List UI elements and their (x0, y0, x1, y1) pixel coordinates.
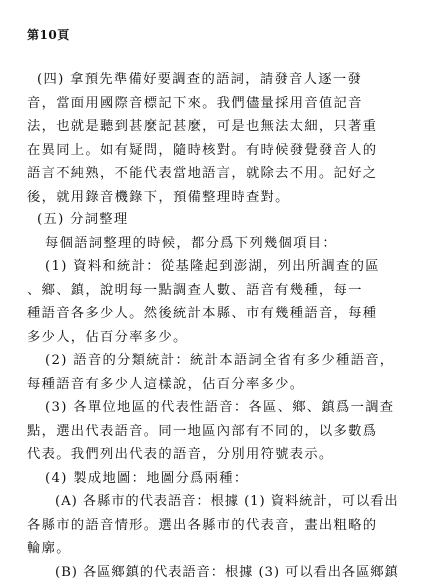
text-line: 每個語詞整理的時候，都分爲下列幾個項目： (45, 236, 337, 251)
text-line: 在異同上。如有疑問，隨時核對。有時候發覺發音人的 (27, 143, 378, 158)
text-line: 後，就用錄音機錄下，預備整理時查對。 (27, 190, 290, 205)
sub-list-item: (A) 各縣市的代表語音：根據 (1) 資料統計，可以看出 (55, 494, 399, 509)
list-item: (2) 語音的分類統計：統計本語詞全省有多少種語音， (45, 353, 395, 368)
text-line: 多少人，佔百分率多少。 (27, 330, 188, 345)
page-header: 第10頁 (27, 28, 70, 42)
text-line: 點，選出代表語音。同一地區內部有不同的，以多數爲 (27, 424, 378, 439)
list-item: (4) 製成地圖：地圖分爲兩種： (45, 471, 249, 486)
text-line: (四) 拿預先準備好要調查的語詞，請發音人逐一發 (37, 72, 363, 87)
text-line: 、鄉、鎮，說明每一點調查人數、語音有幾種，每一 (27, 283, 363, 298)
list-item: (3) 各單位地區的代表性語音：各區、鄉、鎮爲一調查 (45, 400, 395, 415)
text-line: 音，當面用國際音標記下來。我們儘量採用音值記音 (27, 96, 363, 111)
text-line: 各縣市的語音情形。選出各縣市的代表音，畫出粗略的 (27, 518, 378, 533)
text-line: 每種語音有多少人這樣說，佔百分率多少。 (27, 377, 305, 392)
text-line: 種語音各多少人。然後統計本縣、市有幾種語音，每種 (27, 306, 378, 321)
text-line: 輪廓。 (27, 541, 71, 556)
text-line: 語言不純熟，不能代表當地語言，就除去不用。記好之 (27, 166, 378, 181)
list-item: (1) 資料和統計：從基隆起到澎湖，列出所調查的區 (45, 259, 380, 274)
section-heading: (五) 分詞整理 (37, 212, 129, 227)
sub-list-item: (B) 各區鄉鎮的代表語音：根據 (3) 可以看出各區鄉鎮 (55, 565, 399, 580)
text-line: 代表。我們列出代表的語音，分別用符號表示。 (27, 447, 334, 462)
text-line: 法，也就是聽到甚麼記甚麼，可是也無法太細，只著重 (27, 119, 378, 134)
